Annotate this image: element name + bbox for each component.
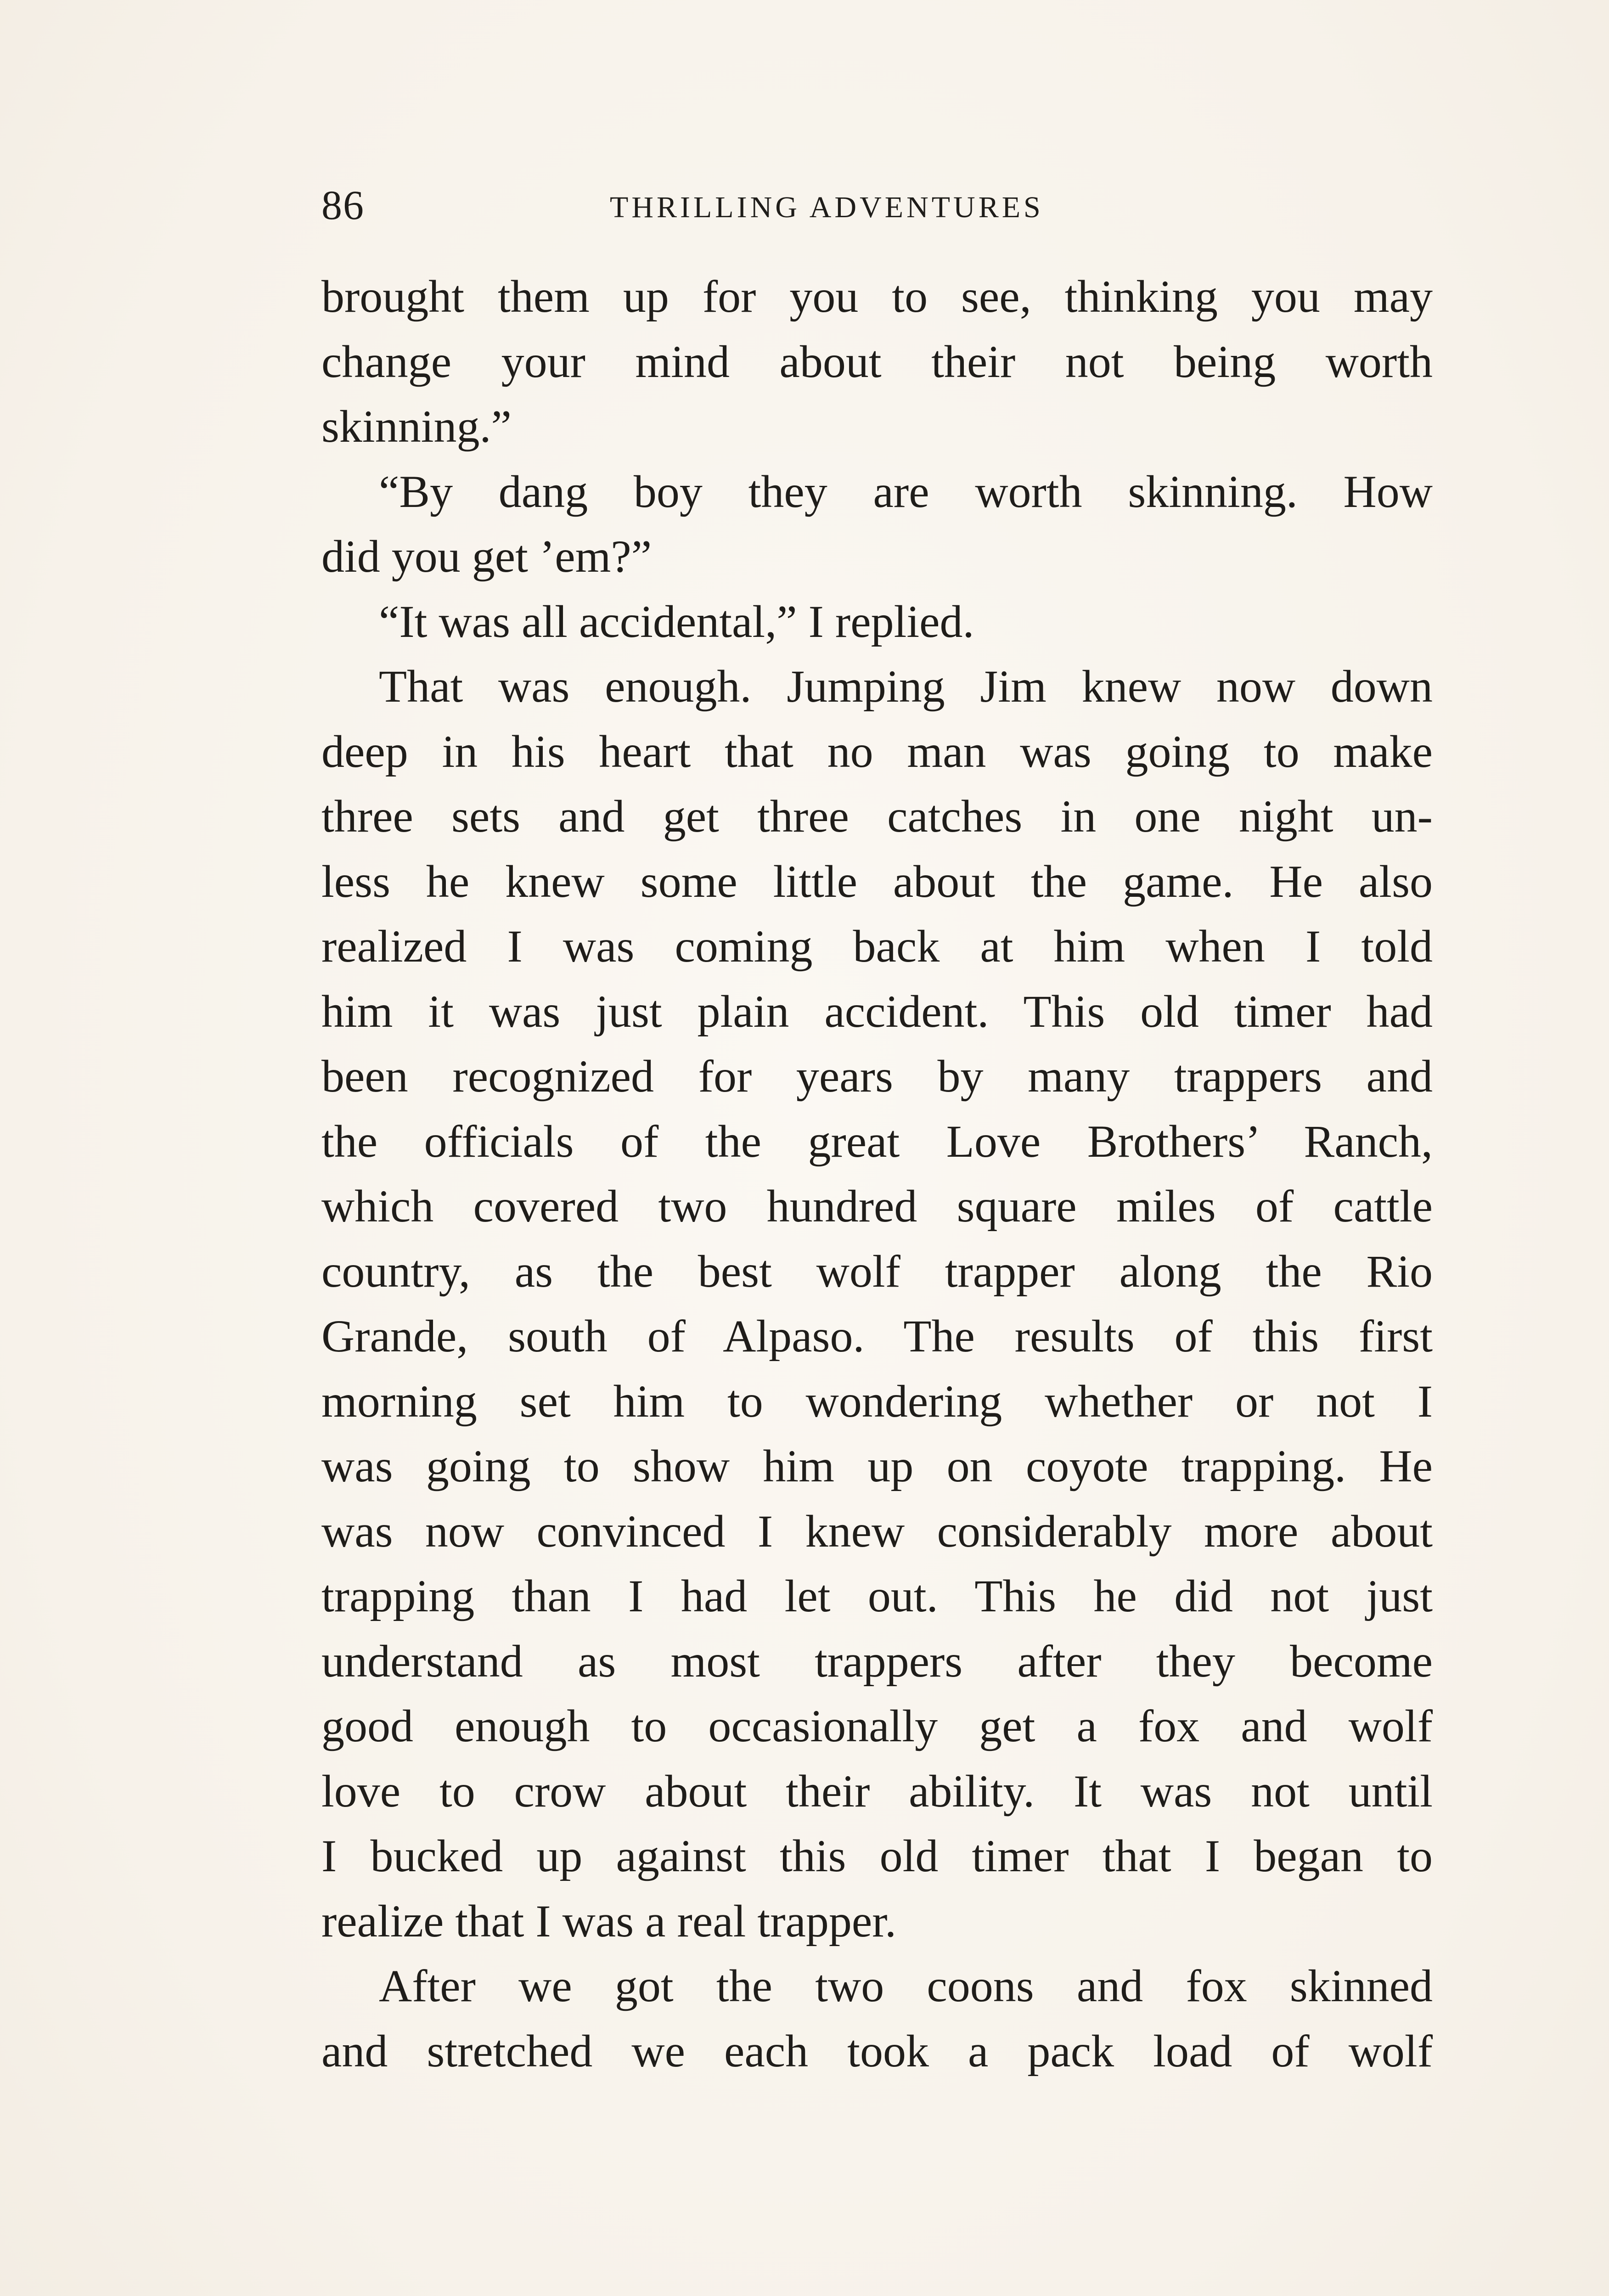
- text-line: trapping than I had let out. This he did not just: [321, 1570, 1433, 1621]
- text-line: “It was all accidental,” I replied.: [379, 596, 974, 647]
- text-line: morning set him to wondering whether or not I: [321, 1375, 1433, 1427]
- text-line: the officials of the great Love Brothers’ Ranch,: [321, 1115, 1433, 1167]
- text-line: realize that I was a real trapper.: [321, 1895, 897, 1947]
- text-line: did you get ’em?”: [321, 531, 652, 582]
- text-line: change your mind about their not being worth: [321, 336, 1433, 387]
- text-line: That was enough. Jumping Jim knew now down: [379, 661, 1433, 712]
- text-line: deep in his heart that no man was going to make: [321, 726, 1433, 777]
- text-line: I bucked up against this old timer that I began to: [321, 1830, 1433, 1881]
- text-line: been recognized for years by many trappers and: [321, 1051, 1433, 1102]
- text-line: was now convinced I knew considerably more about: [321, 1505, 1433, 1557]
- text-line: “By dang boy they are worth skinning. How: [379, 466, 1433, 517]
- text-line: skinning.”: [321, 401, 512, 452]
- text-line: love to crow about their ability. It was not until: [321, 1765, 1433, 1817]
- text-line: realized I was coming back at him when I told: [321, 921, 1433, 972]
- page-header: [321, 178, 1433, 233]
- text-line: three sets and get three catches in one night un-: [321, 791, 1433, 842]
- running-head: THRILLING ADVENTURES: [610, 191, 1044, 224]
- text-line: good enough to occasionally get a fox and wolf: [321, 1700, 1433, 1751]
- text-line: and stretched we each took a pack load of wolf: [321, 2025, 1433, 2077]
- text-line: less he knew some little about the game. He also: [321, 855, 1433, 907]
- text-line: which covered two hundred square miles of cattle: [321, 1181, 1433, 1232]
- text-line: was going to show him up on coyote trapping. He: [321, 1441, 1433, 1491]
- page-number: 86: [321, 183, 365, 228]
- body-text: [321, 264, 1433, 2083]
- text-line: country, as the best wolf trapper along the Rio: [321, 1245, 1433, 1297]
- text-line: understand as most trappers after they become: [321, 1635, 1433, 1687]
- text-line: brought them up for you to see, thinking you may: [321, 271, 1433, 322]
- text-line: Grande, south of Alpaso. The results of this first: [321, 1311, 1433, 1362]
- text-line: After we got the two coons and fox skinned: [379, 1960, 1433, 2011]
- text-line: him it was just plain accident. This old timer had: [321, 985, 1433, 1037]
